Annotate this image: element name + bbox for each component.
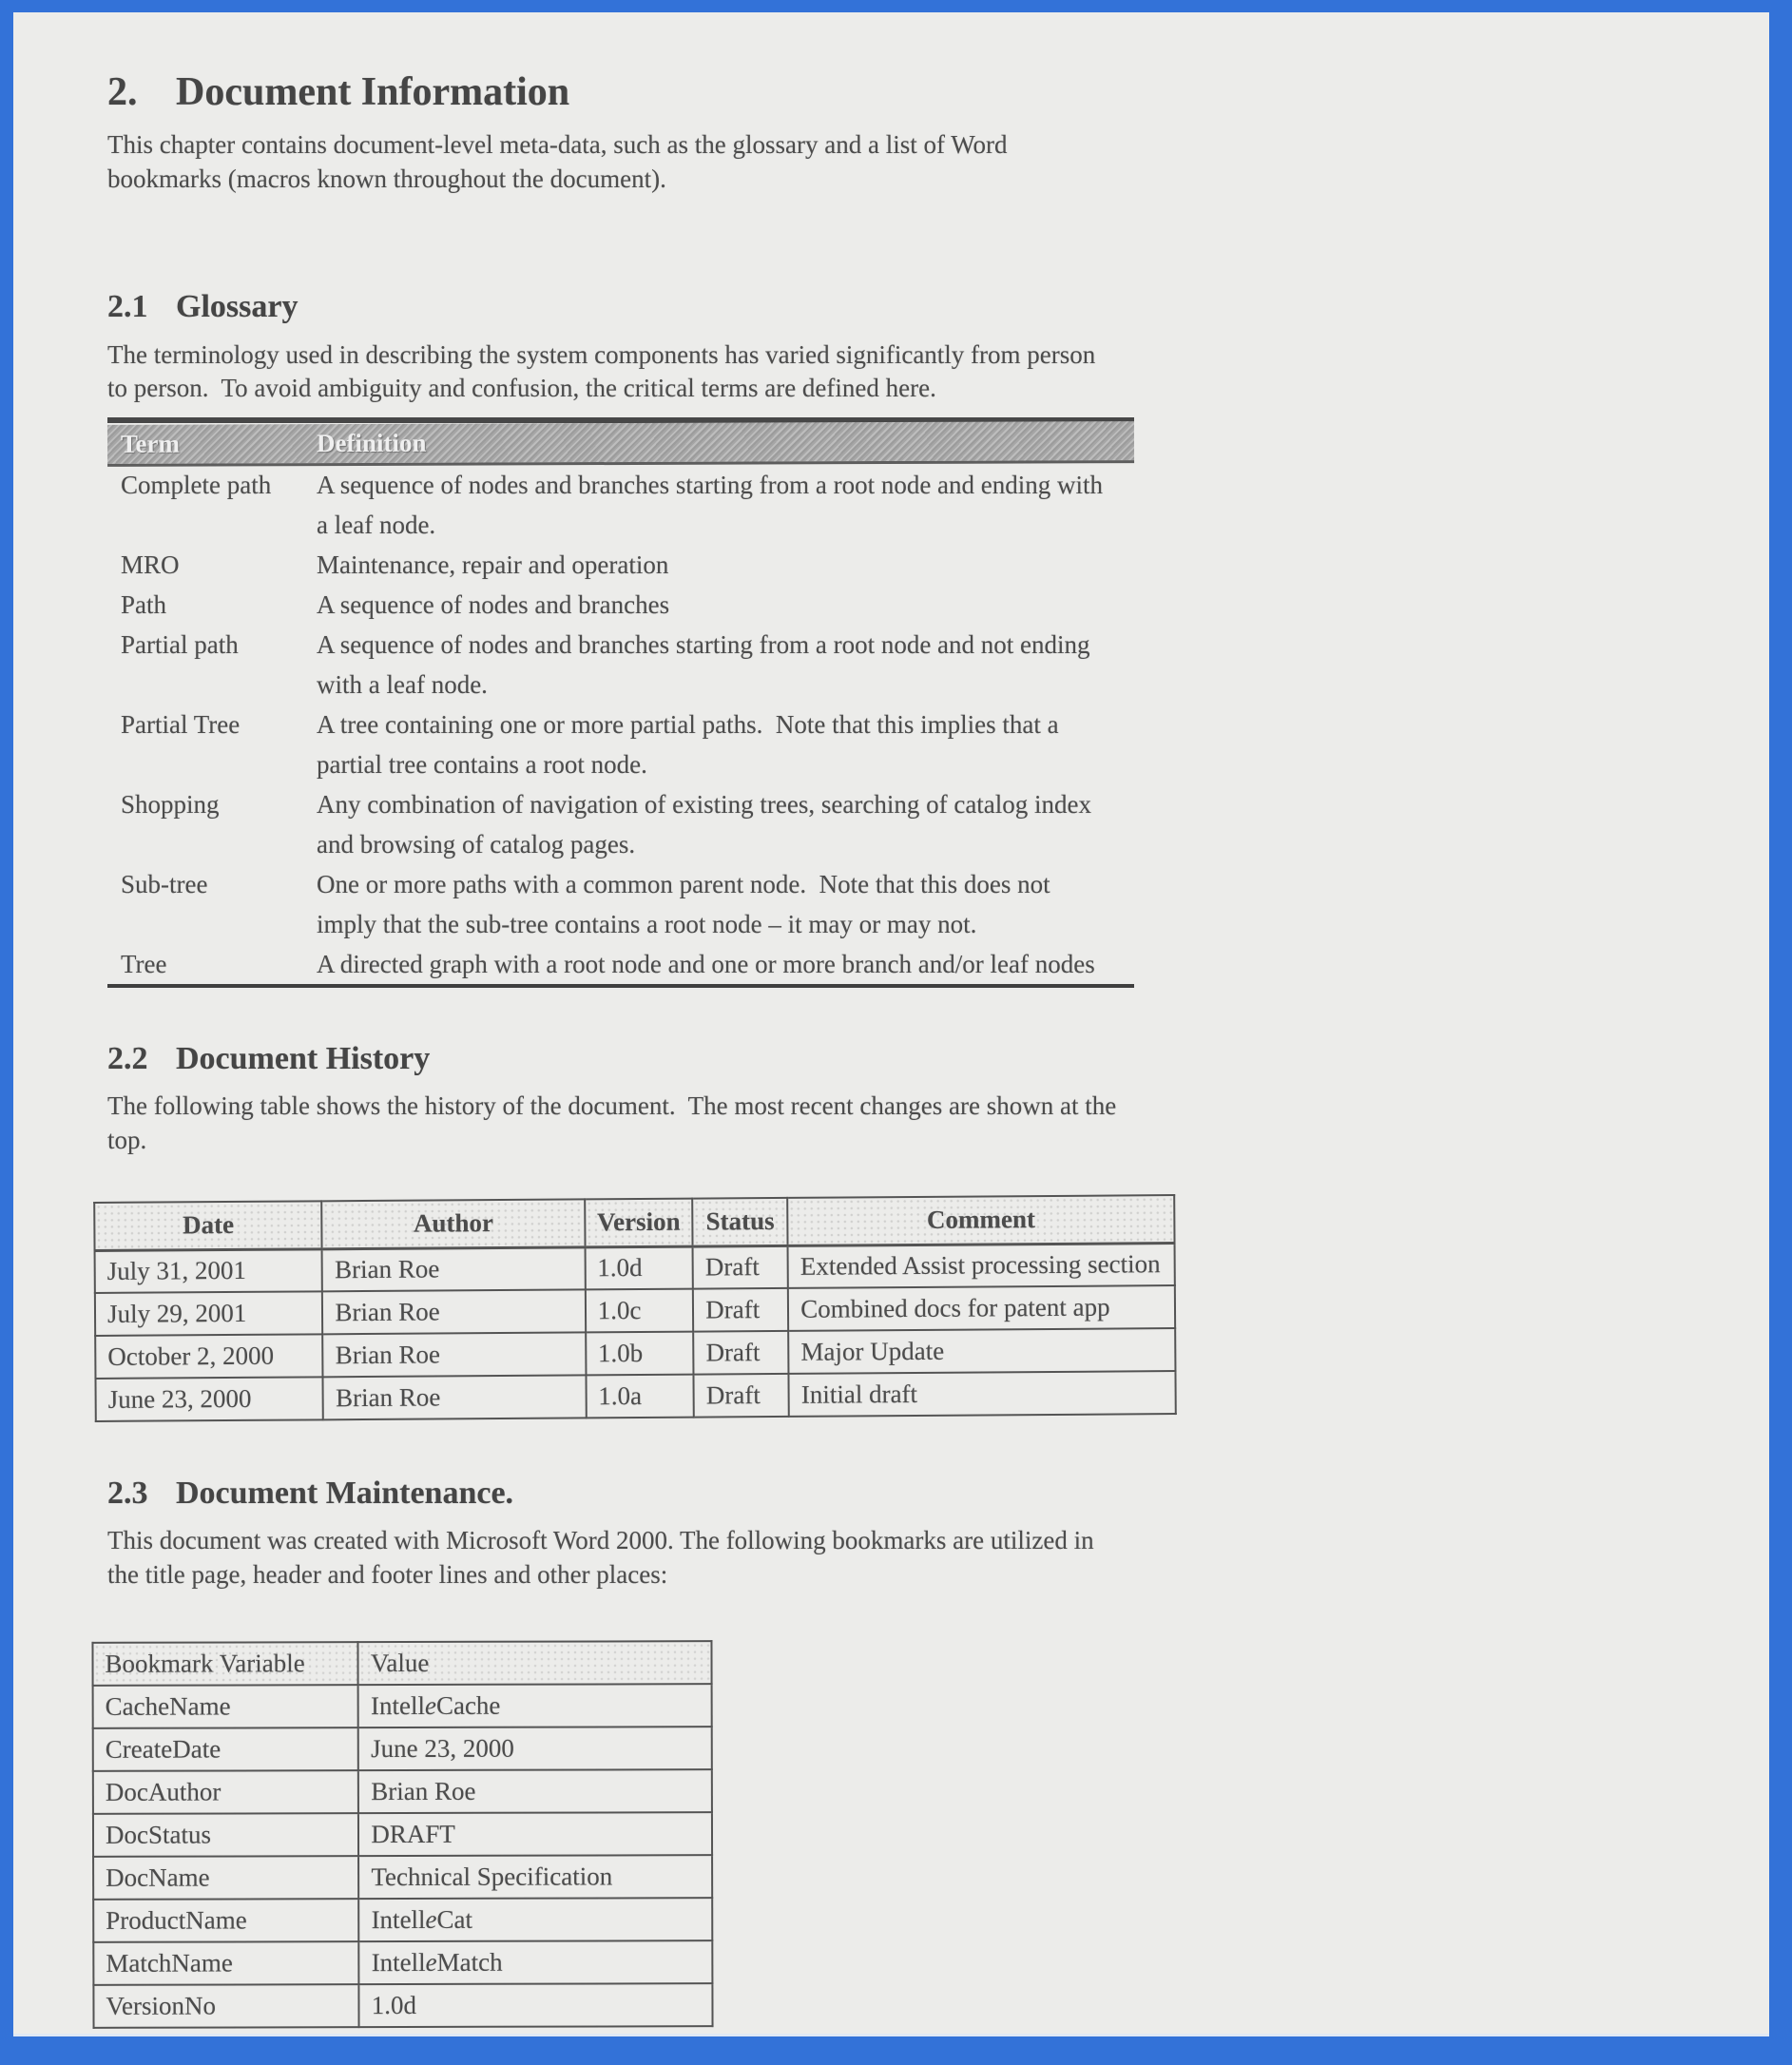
- bookmark-row: [93, 1812, 712, 1857]
- glossary-heading: [107, 289, 1693, 324]
- glossary-definition: A tree containing one or more partial paths. Note that this implies that a partial tree contains a root node.: [317, 709, 1066, 779]
- maintenance-heading: [107, 1476, 1693, 1511]
- bookmark-value: 1.0d: [359, 1983, 713, 2027]
- bookmark-row: [93, 1769, 712, 1814]
- history-version: 1.0b: [586, 1331, 694, 1375]
- history-version: 1.0d: [585, 1245, 693, 1289]
- glossary-row: [107, 704, 1134, 784]
- glossary-row: [107, 864, 1134, 944]
- history-intro: The following table shows the history of the document. The most recent changes are shown at the top.: [107, 1091, 1123, 1154]
- bookmark-row: [93, 1983, 712, 2028]
- history-comment: Extended Assist processing section: [788, 1243, 1175, 1288]
- bookmark-value: IntelleCat: [358, 1898, 712, 1941]
- glossary-definition: Any combination of navigation of existing trees, searching of catalog index and browsing of catalog pages.: [317, 789, 1098, 859]
- history-author: Brian Roe: [322, 1289, 586, 1334]
- glossary-term: Tree: [121, 949, 167, 978]
- bookmark-value: IntelleCache: [358, 1684, 712, 1727]
- history-comment: Initial draft: [789, 1371, 1176, 1417]
- document-history-table: [93, 1194, 1177, 1422]
- history-title: Document History: [176, 1040, 431, 1076]
- glossary-row: [107, 944, 1134, 984]
- glossary-definition: A sequence of nodes and branches: [317, 589, 670, 619]
- bookmarks-table: [91, 1640, 713, 2029]
- bookmark-variable: CreateDate: [93, 1727, 358, 1771]
- glossary-term: MRO: [121, 550, 180, 579]
- history-header-version: Version: [585, 1198, 693, 1246]
- glossary-row: [107, 585, 1134, 625]
- history-status: Draft: [694, 1374, 789, 1418]
- glossary-term: Path: [121, 589, 167, 619]
- bookmark-value: Brian Roe: [358, 1769, 712, 1813]
- history-number: 2.2: [107, 1040, 148, 1076]
- history-author: Brian Roe: [322, 1246, 586, 1291]
- bookmark-variable: VersionNo: [93, 1984, 358, 2028]
- section-2-title: Document Information: [176, 70, 570, 114]
- history-status: Draft: [693, 1331, 788, 1375]
- glossary-header-definition: Definition: [316, 428, 427, 458]
- bookmarks-header-value: Value: [358, 1641, 712, 1685]
- bookmark-variable: MatchName: [93, 1941, 358, 1985]
- history-date: July 31, 2001: [95, 1248, 323, 1293]
- history-header-author: Author: [322, 1199, 586, 1248]
- bookmark-variable: ProductName: [93, 1899, 358, 1942]
- bookmark-row: [93, 1684, 712, 1728]
- bookmark-row: [93, 1898, 712, 1942]
- glossary-term: Partial path: [121, 629, 239, 659]
- bookmarks-header-row: [92, 1641, 711, 1686]
- glossary-row: [107, 545, 1134, 585]
- bookmarks-header-variable: Bookmark Variable: [92, 1642, 357, 1686]
- bookmark-value: Technical Specification: [358, 1855, 712, 1899]
- glossary-definition: A sequence of nodes and branches starting from a root node and not ending with a leaf node.: [317, 629, 1097, 699]
- bookmark-row: [93, 1727, 712, 1771]
- glossary-definition: One or more paths with a common parent node. Note that this does not imply that the sub-tree contains a root node – it may or may not.: [317, 869, 1057, 938]
- section-2-number: 2.: [107, 70, 138, 114]
- history-header-date: Date: [94, 1201, 322, 1250]
- glossary-term: Sub-tree: [121, 869, 208, 898]
- bookmark-value: IntelleMatch: [359, 1940, 713, 1984]
- history-header-row: [94, 1195, 1174, 1250]
- glossary-intro: The terminology used in describing the system components has varied significantly from person to person. To avoid ambiguity and confusion, the critical terms are defined here.: [107, 339, 1103, 403]
- bookmark-variable: DocName: [93, 1856, 358, 1900]
- history-author: Brian Roe: [323, 1375, 587, 1419]
- history-date: July 29, 2001: [95, 1291, 323, 1336]
- glossary-number: 2.1: [107, 289, 148, 325]
- document-page: [13, 12, 1769, 2036]
- history-date: June 23, 2000: [95, 1377, 323, 1421]
- section-2-heading: [107, 71, 1693, 113]
- glossary-term: Shopping: [121, 789, 220, 819]
- glossary-row: [107, 784, 1134, 864]
- glossary-row: [107, 625, 1134, 704]
- history-header-comment: Comment: [787, 1195, 1174, 1245]
- history-date: October 2, 2000: [95, 1334, 323, 1379]
- glossary-row: [107, 465, 1134, 545]
- bookmark-value: June 23, 2000: [358, 1727, 712, 1770]
- history-row: [95, 1328, 1175, 1379]
- glossary-title: Glossary: [176, 289, 299, 325]
- bookmark-row: [93, 1940, 712, 1985]
- history-comment: Major Update: [788, 1328, 1175, 1374]
- history-author: Brian Roe: [323, 1332, 587, 1377]
- glossary-definition: A directed graph with a root node and one or more branch and/or leaf nodes: [317, 949, 1095, 978]
- glossary-header-row: [107, 421, 1134, 467]
- glossary-term: Complete path: [121, 470, 272, 499]
- history-version: 1.0c: [586, 1288, 694, 1332]
- glossary-table: [107, 417, 1134, 988]
- glossary-definition: A sequence of nodes and branches starting from a root node and ending with a leaf node.: [317, 470, 1109, 539]
- history-status: Draft: [693, 1288, 788, 1332]
- glossary-term: Partial Tree: [121, 709, 241, 739]
- history-comment: Combined docs for patent app: [788, 1285, 1175, 1331]
- glossary-header-term: Term: [120, 429, 181, 458]
- history-row: [95, 1243, 1175, 1293]
- section-2-intro: This chapter contains document-level meta-data, such as the glossary and a list of Word bookmarks (macros known throughout the document).: [107, 130, 1014, 193]
- history-header-status: Status: [692, 1198, 787, 1246]
- history-version: 1.0a: [586, 1374, 694, 1418]
- maintenance-number: 2.3: [107, 1475, 148, 1511]
- history-heading: [107, 1041, 1693, 1076]
- maintenance-title: Document Maintenance.: [176, 1475, 514, 1511]
- history-row: [95, 1371, 1175, 1421]
- bookmark-variable: DocAuthor: [93, 1770, 358, 1814]
- glossary-definition: Maintenance, repair and operation: [317, 550, 669, 579]
- history-status: Draft: [693, 1245, 788, 1289]
- bookmark-row: [93, 1855, 712, 1900]
- bookmark-variable: DocStatus: [93, 1813, 358, 1857]
- bookmark-value: DRAFT: [358, 1812, 712, 1856]
- bookmark-variable: CacheName: [93, 1685, 358, 1728]
- history-row: [95, 1285, 1175, 1336]
- maintenance-intro: This document was created with Microsoft Word 2000. The following bookmarks are utilized in the title page, header and footer lines and other places:: [107, 1526, 1101, 1589]
